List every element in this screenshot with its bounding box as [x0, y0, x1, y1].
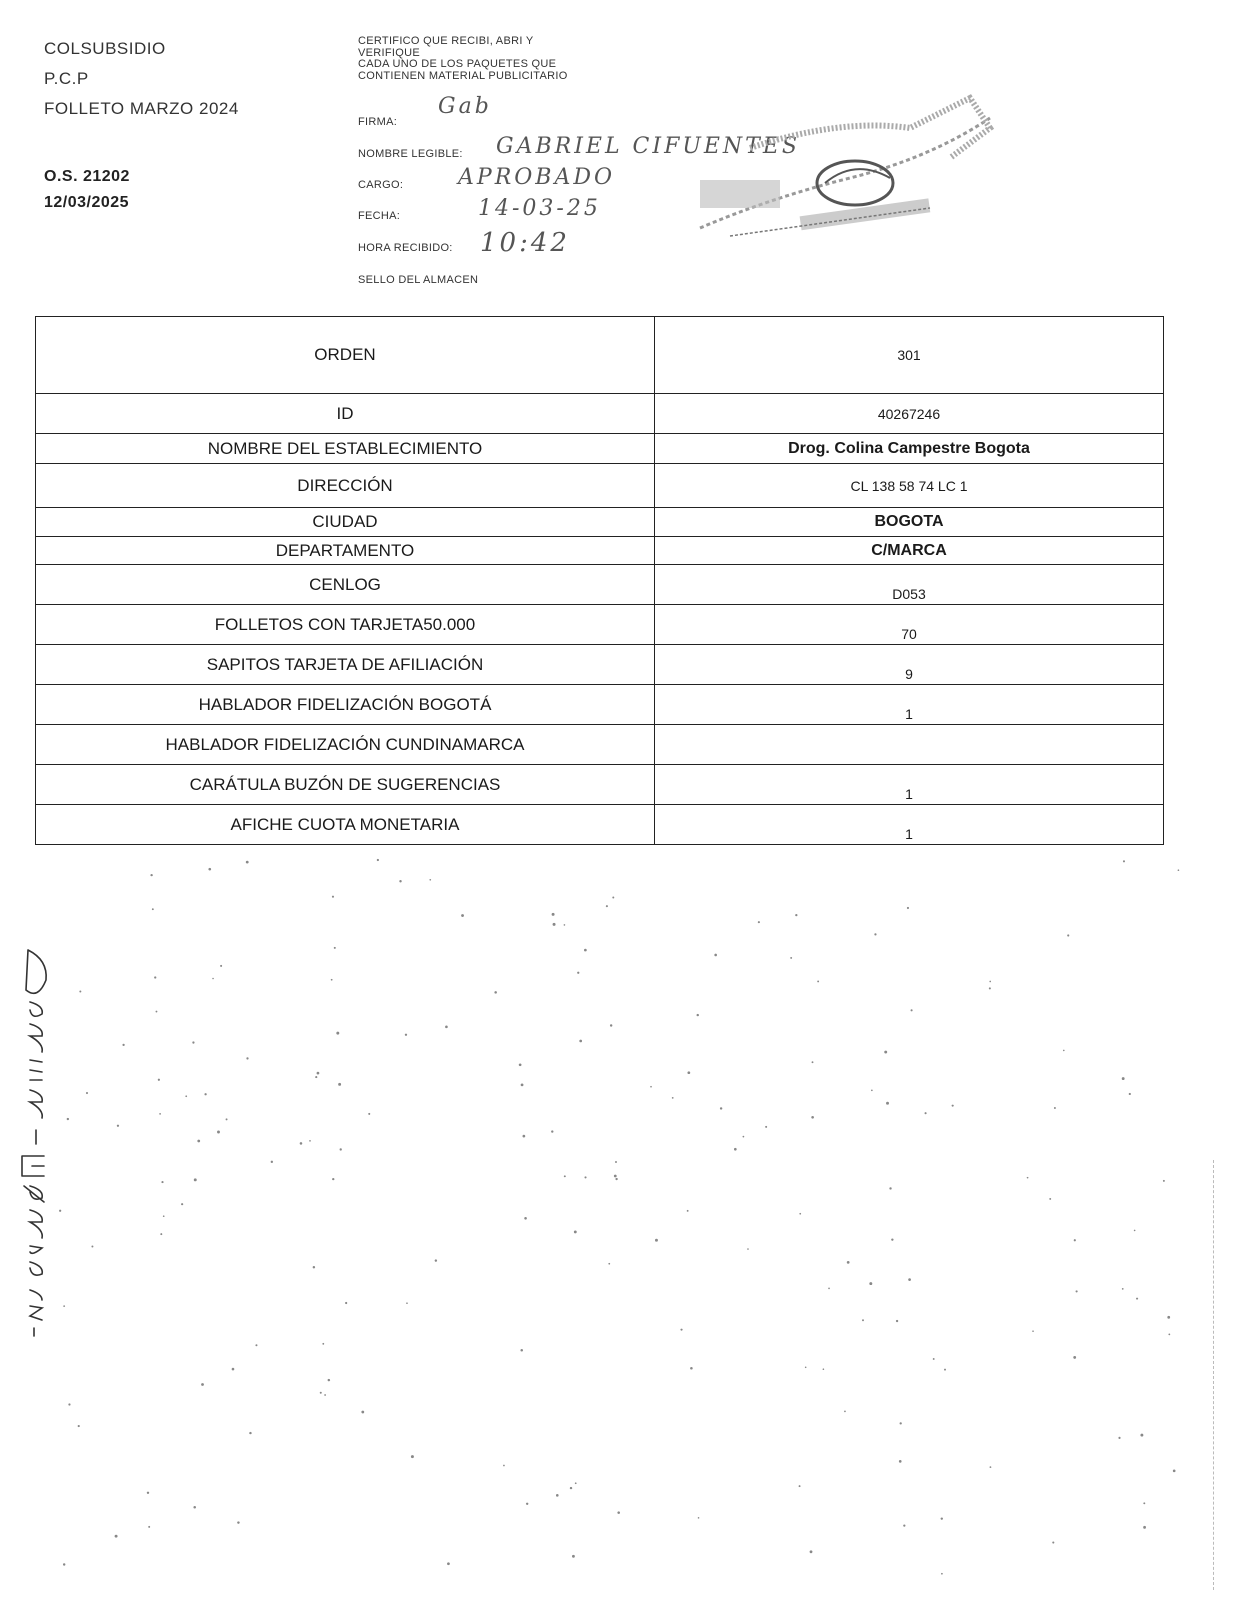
speck	[526, 1503, 528, 1505]
speck	[148, 1526, 150, 1528]
row-value: 301	[655, 317, 1164, 394]
speck	[255, 1344, 257, 1346]
speck	[328, 1379, 330, 1381]
speck	[572, 1555, 575, 1558]
row-label: SAPITOS TARJETA DE AFILIACIÓN	[36, 645, 655, 685]
header-left	[44, 34, 239, 216]
speck	[734, 1148, 737, 1151]
speck	[232, 1368, 235, 1371]
field-fecha	[358, 196, 601, 222]
speck	[197, 1140, 200, 1143]
speck	[1049, 1198, 1051, 1200]
speck	[765, 1126, 767, 1128]
speck	[886, 1102, 889, 1105]
speck	[579, 1040, 582, 1043]
speck	[1073, 1356, 1076, 1359]
table-row	[36, 394, 1164, 434]
speck	[564, 924, 566, 926]
field-label: SELLO DEL ALMACEN	[358, 274, 479, 286]
speck	[246, 861, 249, 864]
row-value: CL 138 58 74 LC 1	[655, 464, 1164, 508]
table-row	[36, 508, 1164, 537]
table-row	[36, 645, 1164, 685]
service-order-number: O.S. 21202	[44, 168, 130, 185]
speck	[899, 1460, 902, 1463]
speck	[192, 1041, 194, 1043]
speck	[552, 913, 555, 916]
speck	[1143, 1526, 1146, 1529]
speck	[871, 1090, 873, 1092]
speck	[1134, 1230, 1136, 1232]
scan-edge-line	[1212, 1160, 1214, 1590]
row-value	[655, 725, 1164, 765]
speck	[1173, 1469, 1176, 1472]
service-order-date: 12/03/2025	[44, 194, 130, 211]
speck	[1052, 1541, 1054, 1543]
speck	[911, 1009, 913, 1011]
speck	[1118, 1437, 1120, 1439]
field-label: HORA RECIBIDO:	[358, 242, 453, 254]
certification-block	[358, 35, 800, 286]
speck	[161, 1181, 163, 1183]
speck	[1054, 1107, 1056, 1109]
speck	[812, 1061, 814, 1063]
row-value: 1	[655, 805, 1164, 845]
speck	[68, 1403, 70, 1405]
row-value: Drog. Colina Campestre Bogota	[655, 434, 1164, 464]
handwritten-date: 14-03-25	[478, 196, 601, 221]
speck	[758, 921, 760, 923]
speck	[237, 1521, 239, 1523]
row-label: CARÁTULA BUZÓN DE SUGERENCIAS	[36, 765, 655, 805]
speck	[158, 1079, 160, 1081]
speck	[334, 947, 336, 949]
speck	[817, 980, 819, 982]
speck	[1178, 869, 1180, 871]
order-table	[35, 316, 1164, 845]
speck	[212, 978, 214, 980]
speck	[208, 868, 211, 871]
speck	[332, 896, 334, 898]
speck	[615, 1178, 617, 1180]
cert-line: CONTIENEN MATERIAL PUBLICITARIO	[358, 69, 568, 82]
speck	[315, 1076, 317, 1078]
speck	[612, 896, 614, 898]
speck	[933, 1358, 935, 1360]
speck	[1143, 1502, 1145, 1504]
speck	[687, 1210, 689, 1212]
speck	[1163, 1180, 1165, 1182]
speck	[340, 1148, 342, 1150]
speck	[147, 1492, 149, 1494]
speck	[952, 1105, 954, 1107]
table-row	[36, 464, 1164, 508]
speck	[903, 1525, 905, 1527]
row-value: BOGOTA	[655, 508, 1164, 537]
speck	[204, 1093, 206, 1095]
speck	[907, 907, 909, 909]
speck	[1123, 860, 1125, 862]
row-label: ORDEN	[36, 317, 655, 394]
speck	[1129, 1093, 1131, 1095]
handwritten-side-signature-icon	[8, 940, 68, 1340]
speck	[524, 1217, 527, 1220]
department: P.C.P	[44, 69, 89, 88]
speck	[610, 1024, 612, 1026]
speck	[152, 908, 154, 910]
speck	[331, 979, 333, 981]
table-row	[36, 765, 1164, 805]
field-label: FIRMA:	[358, 116, 398, 128]
speck	[869, 1282, 872, 1285]
speck	[896, 1320, 898, 1322]
speck	[91, 1246, 93, 1248]
speck	[687, 1071, 690, 1074]
speck	[944, 1369, 946, 1371]
speck	[324, 1394, 326, 1396]
speck	[185, 1095, 187, 1097]
row-label: CENLOG	[36, 565, 655, 605]
speck	[217, 1131, 220, 1134]
row-value: 1	[655, 765, 1164, 805]
speck	[377, 859, 379, 861]
row-label: DEPARTAMENTO	[36, 537, 655, 565]
speck	[811, 1116, 814, 1119]
speck	[606, 905, 608, 907]
speck	[790, 957, 792, 959]
row-label: CIUDAD	[36, 508, 655, 537]
speck	[799, 1213, 801, 1215]
speck	[941, 1517, 943, 1519]
speck	[847, 1261, 850, 1264]
speck	[805, 1366, 807, 1368]
speck	[320, 1392, 322, 1394]
speck	[747, 1248, 749, 1250]
handwritten-time: 10:42	[480, 228, 570, 258]
speck	[338, 1083, 341, 1086]
speck	[743, 1136, 745, 1138]
speck	[429, 879, 431, 881]
speck	[332, 1178, 334, 1180]
speck	[690, 1367, 693, 1370]
speck	[117, 1125, 119, 1127]
speck	[608, 1263, 610, 1265]
speck	[925, 1112, 927, 1114]
speck	[574, 1231, 577, 1234]
speck	[617, 1511, 620, 1514]
speck	[411, 1455, 414, 1458]
speck	[1122, 1077, 1125, 1080]
row-label: FOLLETOS CON TARJETA50.000	[36, 605, 655, 645]
row-label: DIRECCIÓN	[36, 464, 655, 508]
speck	[891, 1238, 893, 1240]
speck	[79, 991, 81, 993]
field-firma	[358, 94, 492, 128]
speck	[160, 1233, 162, 1235]
speck	[672, 1097, 674, 1099]
speck	[309, 1140, 311, 1142]
field-sello	[358, 274, 478, 286]
row-label: HABLADOR FIDELIZACIÓN BOGOTÁ	[36, 685, 655, 725]
speck	[1168, 1333, 1170, 1335]
speck	[908, 1278, 911, 1281]
speck	[1140, 1434, 1143, 1437]
speck	[313, 1266, 315, 1268]
speck	[447, 1562, 450, 1565]
speck	[159, 1113, 161, 1115]
speck	[201, 1383, 204, 1386]
speck	[553, 923, 556, 926]
speck	[1074, 1239, 1076, 1241]
cert-line: CERTIFICO QUE RECIBI, ABRI Y	[358, 35, 534, 47]
speck	[317, 1072, 320, 1075]
speck	[435, 1259, 437, 1261]
speck	[115, 1535, 118, 1538]
speck	[445, 1026, 448, 1029]
row-value: 9	[655, 645, 1164, 685]
row-value: 40267246	[655, 394, 1164, 434]
field-label: FECHA:	[358, 210, 401, 222]
speck	[551, 1130, 553, 1132]
cert-line: VERIFIQUE	[358, 46, 420, 59]
speck	[799, 1485, 801, 1487]
speck	[1063, 1050, 1065, 1052]
speck	[63, 1563, 65, 1565]
speck	[989, 981, 991, 983]
speck	[1027, 1177, 1029, 1179]
row-label: AFICHE CUOTA MONETARIA	[36, 805, 655, 845]
speck	[361, 1411, 364, 1414]
table-row	[36, 605, 1164, 645]
row-value: D053	[655, 565, 1164, 605]
handwritten-cargo: APROBADO	[458, 165, 616, 190]
speck	[163, 1215, 165, 1217]
speck	[1167, 1316, 1170, 1319]
field-cargo	[358, 165, 616, 191]
speck	[900, 1422, 902, 1424]
speck	[556, 1494, 559, 1497]
speck	[249, 1432, 251, 1434]
speck	[564, 1175, 566, 1177]
speck	[78, 1425, 80, 1427]
speck	[1076, 1290, 1078, 1292]
field-label: NOMBRE LEGIBLE:	[358, 148, 463, 160]
speck	[503, 1465, 505, 1467]
speck	[714, 954, 717, 957]
speck	[795, 914, 797, 916]
speck	[519, 1063, 522, 1066]
speck	[862, 1319, 864, 1321]
table-row	[36, 565, 1164, 605]
speck	[461, 914, 464, 917]
speck	[584, 949, 587, 952]
speck	[406, 1302, 408, 1304]
speck	[720, 1107, 722, 1109]
certification-text	[358, 36, 628, 82]
speck	[1122, 1288, 1124, 1290]
speck	[520, 1349, 523, 1352]
speck	[697, 1014, 699, 1016]
speck	[150, 874, 152, 876]
cert-line: CADA UNO DE LOS PAQUETES QUE	[358, 58, 557, 70]
speck	[521, 1084, 524, 1087]
speck	[680, 1329, 682, 1331]
speck	[844, 1411, 846, 1413]
speck	[181, 1203, 183, 1205]
speck	[523, 1135, 526, 1138]
speck	[399, 880, 401, 882]
speck	[823, 1368, 825, 1370]
table-row	[36, 434, 1164, 464]
row-value: C/MARCA	[655, 537, 1164, 565]
table-row	[36, 805, 1164, 845]
speck	[941, 1573, 943, 1575]
speck	[86, 1092, 88, 1094]
handwritten-name: GABRIEL CIFUENTES	[496, 134, 800, 159]
speck	[614, 1175, 617, 1178]
speck	[570, 1487, 572, 1489]
speck	[405, 1034, 407, 1036]
row-value: 70	[655, 605, 1164, 645]
speck	[1136, 1298, 1138, 1300]
field-nombre	[358, 134, 800, 160]
speck	[889, 1187, 891, 1189]
speck	[154, 976, 156, 978]
speck	[828, 1288, 830, 1290]
speck	[193, 1506, 196, 1509]
speck	[336, 1032, 339, 1035]
speck	[874, 933, 876, 935]
row-label: HABLADOR FIDELIZACIÓN CUNDINAMARCA	[36, 725, 655, 765]
row-label: NOMBRE DEL ESTABLECIMIENTO	[36, 434, 655, 464]
speck	[650, 1086, 652, 1088]
row-label: ID	[36, 394, 655, 434]
speck	[698, 1517, 700, 1519]
table-row	[36, 537, 1164, 565]
row-value: 1	[655, 685, 1164, 725]
warehouse-stamp-icon	[690, 88, 1000, 258]
handwritten-signature: Gab	[438, 94, 492, 119]
speck	[156, 1011, 158, 1013]
speck	[810, 1550, 813, 1553]
speck	[615, 1161, 617, 1163]
speck	[989, 987, 991, 989]
speck	[1067, 934, 1069, 936]
speck	[246, 1057, 248, 1059]
service-order-block	[44, 164, 239, 216]
speck	[271, 1161, 273, 1163]
speck	[220, 965, 222, 967]
table-row	[36, 725, 1164, 765]
speck	[368, 1113, 370, 1115]
field-hora	[358, 228, 570, 258]
speck	[122, 1044, 124, 1046]
speck	[345, 1302, 347, 1304]
speck	[322, 1343, 324, 1345]
speck	[584, 1176, 586, 1178]
speck	[494, 991, 497, 994]
field-label: CARGO:	[358, 179, 404, 191]
speck	[577, 972, 579, 974]
speck	[575, 1482, 577, 1484]
speck	[1032, 1330, 1034, 1332]
document-title: FOLLETO MARZO 2024	[44, 99, 239, 118]
speck	[884, 1051, 887, 1054]
speck	[226, 1118, 228, 1120]
table-row	[36, 685, 1164, 725]
org-name: COLSUBSIDIO	[44, 39, 166, 58]
speck	[655, 1239, 658, 1242]
speck	[990, 1466, 992, 1468]
speck	[300, 1142, 303, 1145]
table-row	[36, 317, 1164, 394]
speck	[194, 1178, 197, 1181]
